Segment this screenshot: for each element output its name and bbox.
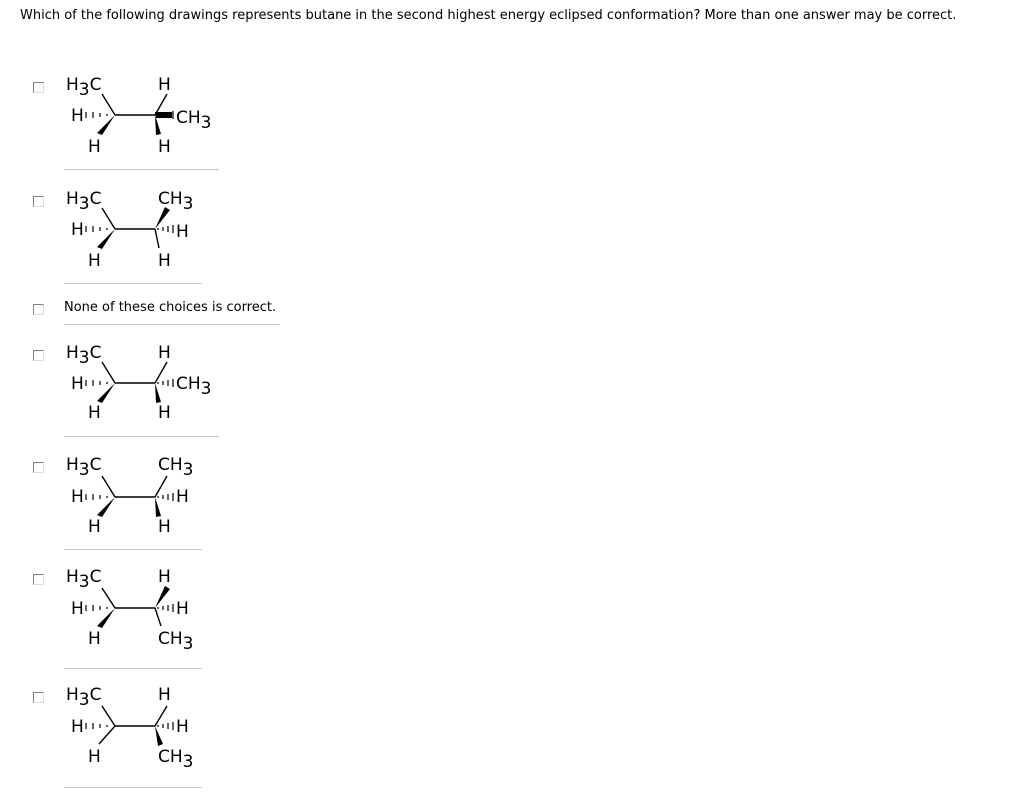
atom-right-top: H xyxy=(158,343,171,363)
answer-choice-3 xyxy=(0,298,300,328)
answer-checkbox-7[interactable] xyxy=(33,692,44,703)
atom-left-top: H3C xyxy=(66,343,102,368)
atom-left-bottom: H xyxy=(88,403,101,423)
atom-right-mid: H xyxy=(176,717,189,737)
atom-right-bottom: CH3 xyxy=(158,629,194,654)
atom-left-mid: H xyxy=(71,106,84,126)
choice-separator xyxy=(64,787,202,788)
atom-right-bottom: H xyxy=(158,517,171,537)
atom-left-top: H3C xyxy=(66,567,102,592)
atom-right-mid: H xyxy=(176,222,189,242)
choice-separator xyxy=(64,283,202,284)
atom-left-mid: H xyxy=(71,717,84,737)
choice-separator xyxy=(64,668,202,669)
answer-checkbox-4[interactable] xyxy=(33,350,44,361)
atom-left-mid: H xyxy=(71,487,84,507)
answer-choice-1 xyxy=(0,70,300,170)
answer-checkbox-5[interactable] xyxy=(33,462,44,473)
atom-right-mid: CH3 xyxy=(176,374,212,399)
answer-choice-7 xyxy=(0,684,300,790)
atom-right-top: CH3 xyxy=(158,189,194,214)
atom-left-mid: H xyxy=(71,374,84,394)
atom-left-bottom: H xyxy=(88,629,101,649)
atom-right-mid: H xyxy=(176,599,189,619)
choice-separator xyxy=(64,436,219,437)
atom-left-bottom: H xyxy=(88,251,101,271)
atom-left-top: H3C xyxy=(66,189,102,214)
answer-choice-6 xyxy=(0,566,300,670)
molecule-drawing-1 xyxy=(60,70,230,160)
atom-left-bottom: H xyxy=(88,137,101,157)
atom-left-top: H3C xyxy=(66,455,102,480)
atom-left-bottom: H xyxy=(88,747,101,767)
answer-checkbox-3[interactable] xyxy=(33,304,44,315)
atom-left-top: H3C xyxy=(66,685,102,710)
answer-checkbox-1[interactable] xyxy=(33,82,44,93)
atom-right-top: H xyxy=(158,685,171,705)
atom-left-mid: H xyxy=(71,599,84,619)
answer-choice-5 xyxy=(0,452,300,552)
atom-right-bottom: H xyxy=(158,403,171,423)
answer-checkbox-2[interactable] xyxy=(33,196,44,207)
atom-right-bottom: H xyxy=(158,137,171,157)
none-correct-label[interactable]: None of these choices is correct. xyxy=(64,300,277,315)
atom-right-mid: CH3 xyxy=(176,108,212,133)
atom-left-bottom: H xyxy=(88,517,101,537)
atom-right-top: H xyxy=(158,567,171,587)
atom-right-mid: H xyxy=(176,487,189,507)
molecule-drawing-6 xyxy=(60,566,230,661)
choice-separator xyxy=(64,324,280,325)
answer-choice-2 xyxy=(0,184,300,284)
atom-left-mid: H xyxy=(71,220,84,240)
choice-separator xyxy=(64,549,202,550)
atom-right-top: H xyxy=(158,75,171,95)
atom-left-top: H3C xyxy=(66,75,102,100)
answer-choice-4 xyxy=(0,338,300,438)
atom-right-bottom: H xyxy=(158,251,171,271)
atom-right-top: CH3 xyxy=(158,455,194,480)
molecule-drawing-5 xyxy=(60,452,230,542)
atom-right-bottom: CH3 xyxy=(158,747,194,772)
choice-separator xyxy=(64,169,219,170)
molecule-drawing-2 xyxy=(60,184,230,274)
question-text: Which of the following drawings represents butane in the second highest energy eclipsed conformation? More than one answer may be correct. xyxy=(20,8,957,23)
molecule-drawing-4 xyxy=(60,338,230,428)
answer-checkbox-6[interactable] xyxy=(33,574,44,585)
molecule-drawing-7 xyxy=(60,684,230,779)
